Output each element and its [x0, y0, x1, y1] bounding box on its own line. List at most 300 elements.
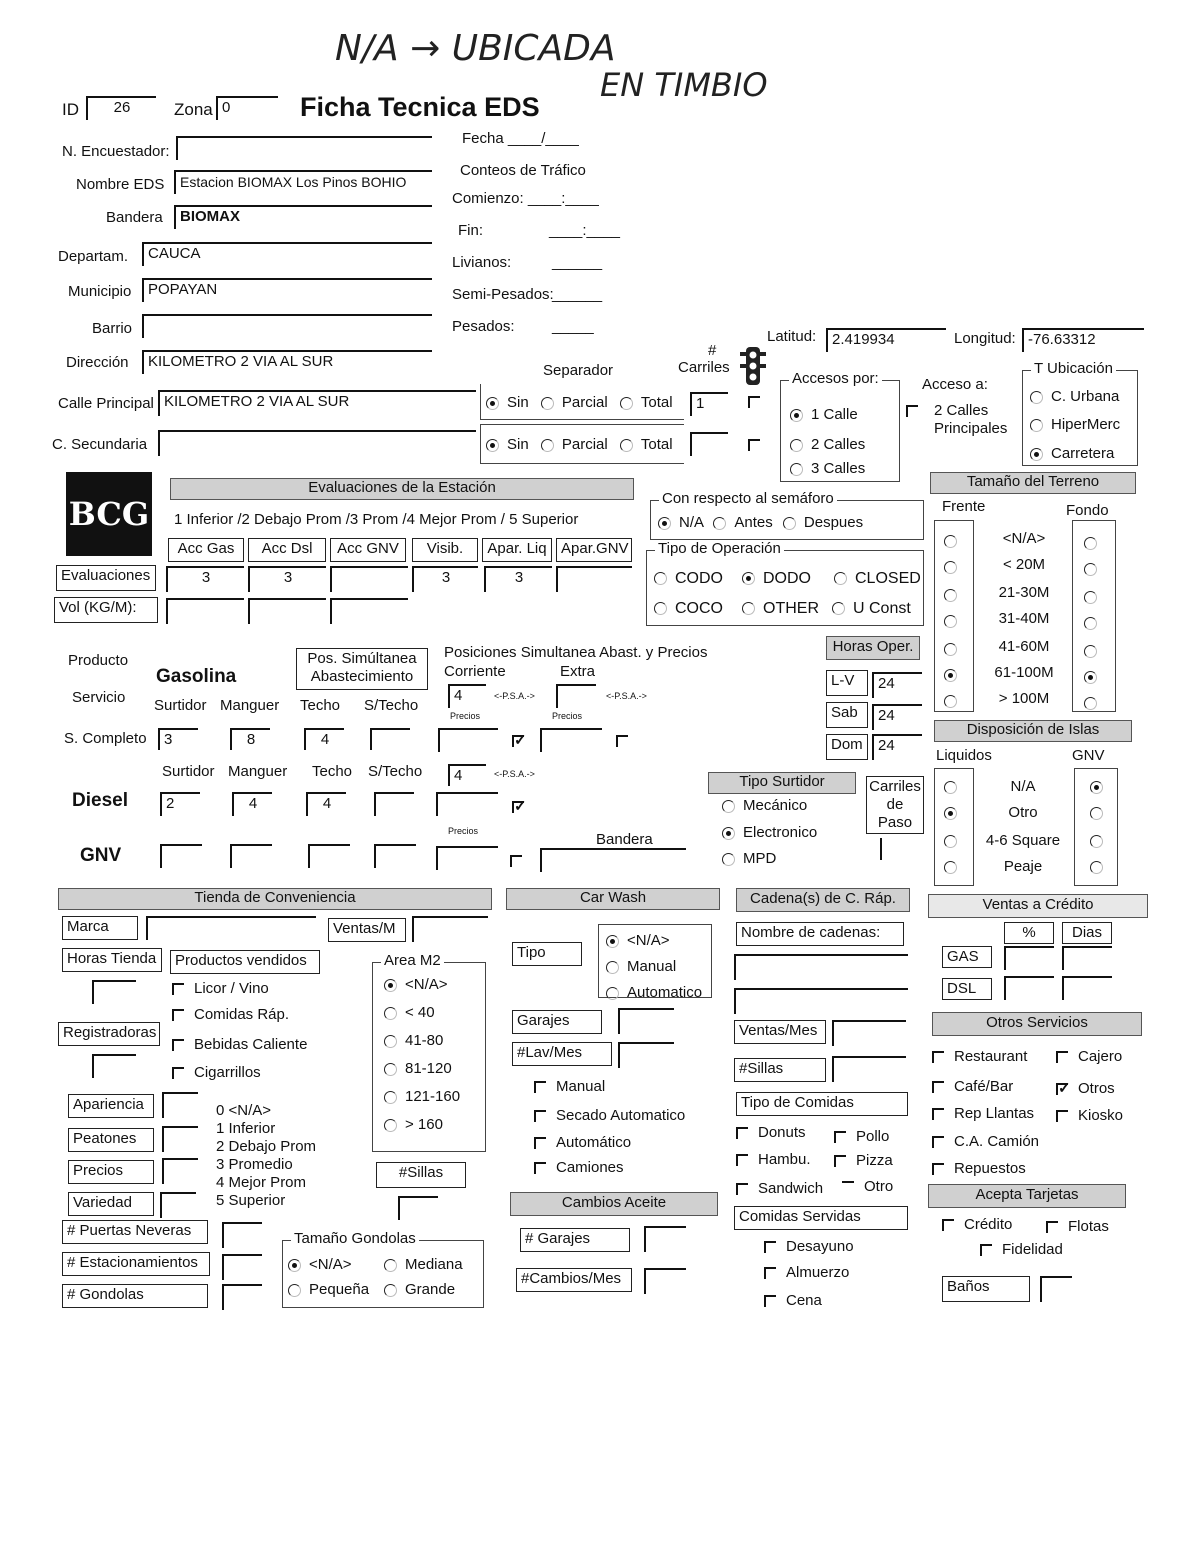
- pesados-blank: _____: [552, 318, 594, 335]
- fondo-radio-1[interactable]: [1084, 560, 1105, 577]
- tienda-bar: Tienda de Conveniencia: [58, 888, 492, 910]
- variedad-field[interactable]: [160, 1192, 196, 1218]
- eval-acc-gas[interactable]: 3: [166, 566, 244, 592]
- sec-parcial-radio[interactable]: Parcial: [541, 436, 608, 453]
- direccion-field[interactable]: KILOMETRO 2 VIA AL SUR: [142, 350, 432, 374]
- dsl-surtidor[interactable]: 2: [160, 792, 200, 816]
- acceso-2-radio[interactable]: 2 Calles: [790, 436, 865, 453]
- comida-hambu-checkbox[interactable]: Hambu.: [736, 1151, 811, 1168]
- op-closed-radio[interactable]: CLOSED: [834, 570, 921, 588]
- zona-label: Zona: [174, 100, 213, 119]
- cadena-sillas-label: #Sillas: [734, 1058, 826, 1082]
- gas-psa-corriente[interactable]: 4: [448, 684, 486, 708]
- marca-label: Marca: [62, 916, 138, 940]
- eval-acc-dsl[interactable]: 3: [248, 566, 326, 592]
- depto-label: Departam.: [58, 248, 129, 265]
- semaforo-group: Con respecto al semáforo: [650, 500, 924, 540]
- municipio-label: Municipio: [68, 283, 132, 300]
- precios-label: Precios: [68, 1160, 154, 1184]
- otro-camion-checkbox[interactable]: C.A. Camión: [932, 1133, 1039, 1150]
- op-other-radio[interactable]: OTHER: [742, 600, 819, 618]
- tamano-na-radio[interactable]: <N/A>: [288, 1256, 352, 1273]
- islas-option-label: 4-6 Square: [985, 832, 1061, 849]
- gondolas-label: # Gondolas: [62, 1284, 208, 1308]
- gas-extra-checkbox[interactable]: [616, 732, 638, 749]
- op-uconst-radio[interactable]: U Const: [832, 600, 911, 618]
- municipio-field[interactable]: POPAYAN: [142, 278, 432, 302]
- barrio-field[interactable]: [142, 314, 432, 338]
- eval-acc-gnv[interactable]: [330, 566, 408, 592]
- id-label: ID: [62, 100, 79, 119]
- apariencia-field[interactable]: [162, 1092, 198, 1118]
- horas-tienda-field[interactable]: [92, 980, 136, 1004]
- islas-liq-radio-0[interactable]: [944, 778, 965, 795]
- comidas-servidas-label: Comidas Servidas: [734, 1206, 908, 1230]
- handwritten-note-line1: N/A → UBICADA: [335, 28, 616, 69]
- semaforo-checkbox-principal[interactable]: [748, 393, 770, 410]
- horas-lv-label: L-V: [826, 670, 868, 696]
- otro-restaurant-checkbox[interactable]: Restaurant: [932, 1048, 1027, 1065]
- otro-kiosko-checkbox[interactable]: Kiosko: [1056, 1107, 1123, 1124]
- sep-total-radio[interactable]: Total: [620, 394, 673, 411]
- fondo-radio-6[interactable]: [1084, 694, 1105, 711]
- gas-corriente-checkbox[interactable]: [512, 732, 534, 749]
- gnv-bandera-field[interactable]: [540, 848, 686, 872]
- pos-sim-box: Pos. Simúltanea Abastecimiento: [296, 648, 428, 690]
- carwash-automatico-radio[interactable]: Automatico: [606, 984, 702, 1001]
- barrio-label: Barrio: [92, 320, 133, 337]
- tarjeta-credito-checkbox[interactable]: Crédito: [942, 1216, 1012, 1233]
- tienda-sillas-label: #Sillas: [376, 1162, 466, 1188]
- evaluaciones-bar: Evaluaciones de la Estación: [170, 478, 634, 500]
- islas-gnv-radio-2[interactable]: [1090, 832, 1111, 849]
- comienzo-label: Comienzo: ____:____: [452, 190, 599, 207]
- stecho-label: S/Techo: [364, 697, 419, 714]
- fondo-radio-0[interactable]: [1084, 534, 1105, 551]
- bandera-field[interactable]: BIOMAX: [174, 205, 432, 229]
- longitud-field[interactable]: -76.63312: [1022, 328, 1144, 352]
- latitud-field[interactable]: 2.419934: [826, 328, 946, 352]
- area-radio-5[interactable]: > 160: [384, 1116, 443, 1133]
- terreno-size-label: 41-60M: [998, 638, 1050, 655]
- posiciones-label: Posiciones Simultanea Abast. y Precios: [444, 644, 708, 661]
- islas-gnv-label: GNV: [1072, 747, 1105, 764]
- lavmes-field[interactable]: [618, 1042, 674, 1068]
- eval-apar-liq[interactable]: 3: [484, 566, 552, 592]
- acceso-a-label: Acceso a:: [922, 376, 988, 393]
- tarjeta-flotas-checkbox[interactable]: Flotas: [1046, 1218, 1109, 1235]
- longitud-label: Longitud:: [954, 330, 1016, 347]
- gas-precio-extra-label: Precios: [552, 711, 583, 721]
- dsl-psa-tag: <-P.S.A.->: [494, 769, 535, 779]
- c-cambios-field[interactable]: [644, 1268, 686, 1294]
- page-title: Ficha Tecnica EDS: [300, 92, 540, 122]
- islas-bar: Disposición de Islas: [934, 720, 1132, 742]
- fin-label: Fin: ____:____: [458, 222, 620, 239]
- gasolina-label: Gasolina: [156, 666, 237, 687]
- gnv-techo[interactable]: [308, 844, 350, 868]
- frente-label: Frente: [942, 498, 986, 515]
- gas-precio-extra[interactable]: [540, 728, 602, 752]
- dsl-manguer[interactable]: 4: [232, 792, 272, 816]
- prod-comidas-checkbox[interactable]: Comidas Ráp.: [172, 1006, 289, 1023]
- dsl-checkbox[interactable]: [512, 798, 534, 815]
- comida-pizza-checkbox[interactable]: Pizza: [834, 1152, 893, 1169]
- sec-total-radio[interactable]: Total: [620, 436, 673, 453]
- techo-label: Techo: [300, 697, 341, 714]
- tarjeta-fidelidad-checkbox[interactable]: Fidelidad: [980, 1241, 1063, 1258]
- servida-desayuno-checkbox[interactable]: Desayuno: [764, 1238, 854, 1255]
- c-garajes-label: # Garajes: [520, 1228, 630, 1252]
- carwash-tipo-label: Tipo: [512, 942, 582, 966]
- otro-repuestos-checkbox[interactable]: Repuestos: [932, 1160, 1026, 1177]
- separador-options-principal: [486, 394, 673, 411]
- prod-licor-checkbox[interactable]: Licor / Vino: [172, 980, 269, 997]
- bcg-logo: BCG: [66, 472, 152, 556]
- otro-llantas-checkbox[interactable]: Rep Llantas: [932, 1105, 1034, 1122]
- prod-bebidas-checkbox[interactable]: Bebidas Caliente: [172, 1036, 307, 1053]
- terreno-size-label: < 20M: [1002, 556, 1046, 573]
- servicio-label: Servicio: [72, 689, 126, 706]
- ventas-m-label: Ventas/M: [328, 918, 406, 942]
- comida-otro-checkbox[interactable]: Otro: [842, 1178, 893, 1195]
- horas-oper-bar: Horas Oper.: [826, 636, 920, 660]
- conteos-label: Conteos de Tráfico: [460, 162, 586, 179]
- tamano-mediana-radio[interactable]: Mediana: [384, 1256, 463, 1273]
- handwritten-note-line2: EN TIMBIO: [600, 66, 768, 104]
- op-coco-radio[interactable]: COCO: [654, 600, 723, 618]
- bandera-label: Bandera: [106, 209, 163, 226]
- otros-bar: Otros Servicios: [932, 1012, 1142, 1036]
- semaforo-despues-radio[interactable]: Despues: [783, 514, 863, 531]
- c-garajes-field[interactable]: [644, 1226, 686, 1252]
- calle-field[interactable]: KILOMETRO 2 VIA AL SUR: [158, 390, 476, 416]
- ubicacion-group: T Ubicación: [1022, 370, 1138, 466]
- scompleto-label: S. Completo: [64, 730, 147, 747]
- area-radio-4[interactable]: 121-160: [384, 1088, 460, 1105]
- credito-dsl-label: DSL: [942, 978, 992, 1000]
- col-acc-dsl: Acc Dsl: [248, 538, 326, 562]
- dsl-stecho-label: S/Techo: [368, 763, 423, 780]
- calles-principales-label: 2 Calles Principales: [934, 402, 1008, 437]
- gnv-precio[interactable]: [436, 846, 498, 870]
- islas-liq-radio-3[interactable]: [944, 858, 965, 875]
- precios-field[interactable]: [162, 1158, 198, 1184]
- area-radio-1[interactable]: < 40: [384, 1004, 435, 1021]
- surtidor-electronico-radio[interactable]: Electronico: [722, 824, 817, 841]
- carriles-field-principal[interactable]: 1: [690, 392, 728, 416]
- horas-lv-field[interactable]: 24: [872, 672, 922, 698]
- zona-field[interactable]: 0: [216, 96, 278, 120]
- peatones-field[interactable]: [162, 1126, 198, 1152]
- eval-visib[interactable]: 3: [412, 566, 478, 592]
- gnv-stecho[interactable]: [374, 844, 416, 868]
- terreno-size-label: 21-30M: [998, 584, 1050, 601]
- sec-sin-radio[interactable]: Sin: [486, 436, 529, 453]
- apariencia-label: Apariencia: [68, 1094, 154, 1118]
- tienda-sillas-field[interactable]: [398, 1196, 438, 1220]
- secundaria-field[interactable]: [158, 430, 476, 456]
- islas-gnv-radio-1[interactable]: [1090, 804, 1111, 821]
- dsl-techo-label: Techo: [312, 763, 353, 780]
- frente-radio-4[interactable]: [944, 640, 965, 657]
- ventas-m-field[interactable]: [412, 916, 488, 942]
- operacion-group: Tipo de Operación: [646, 550, 924, 626]
- banos-label: Baños: [942, 1276, 1030, 1302]
- dsl-surtidor-label: Surtidor: [162, 763, 215, 780]
- gnv-manguer[interactable]: [230, 844, 272, 868]
- col-visib: Visib.: [412, 538, 478, 562]
- traffic-light-icon: [738, 346, 768, 390]
- ubicacion-hipermerc-radio[interactable]: HiperMerc: [1030, 416, 1120, 433]
- ubicacion-urbana-radio[interactable]: C. Urbana: [1030, 388, 1119, 405]
- islas-option-label: Peaje: [1003, 858, 1043, 875]
- cadena-sillas-field[interactable]: [832, 1056, 906, 1082]
- cadena-nombre-field-1[interactable]: [734, 954, 908, 980]
- acceso-3-radio[interactable]: 3 Calles: [790, 460, 865, 477]
- col-apar-liq: Apar. Liq: [482, 538, 552, 562]
- dsl-precio[interactable]: [436, 792, 498, 816]
- corriente-label: Corriente: [444, 663, 506, 680]
- eval-apar-gnv[interactable]: [556, 566, 632, 592]
- carwash-manual-radio[interactable]: Manual: [606, 958, 676, 975]
- frente-radio-6[interactable]: [944, 692, 965, 709]
- otro-cajero-checkbox[interactable]: Cajero: [1056, 1048, 1122, 1065]
- carriles-paso-field[interactable]: [880, 838, 910, 860]
- vol-acc-dsl[interactable]: [248, 598, 326, 624]
- vol-acc-gas[interactable]: [166, 598, 244, 624]
- cadena-ventas-label: Ventas/Mes: [734, 1020, 826, 1044]
- horas-dom-field[interactable]: 24: [872, 734, 922, 760]
- dsl-stecho[interactable]: [374, 792, 414, 816]
- carwash-bar: Car Wash: [506, 888, 720, 910]
- cw-camiones-checkbox[interactable]: Camiones: [534, 1159, 624, 1176]
- depto-field[interactable]: CAUCA: [142, 242, 432, 266]
- islas-option-label: Otro: [1008, 804, 1038, 821]
- garajes-label: Garajes: [512, 1010, 602, 1034]
- banos-field[interactable]: [1040, 1276, 1072, 1302]
- diesel-label: Diesel: [72, 790, 128, 811]
- semaforo-checkbox-secundaria[interactable]: [748, 436, 770, 453]
- islas-option-label: N/A: [1010, 778, 1036, 795]
- credito-dias-label: Dias: [1062, 922, 1112, 944]
- terreno-size-label: > 100M: [998, 690, 1050, 707]
- garajes-field[interactable]: [618, 1008, 674, 1034]
- credito-dsl-dias[interactable]: [1062, 976, 1112, 1000]
- gas-precio-corriente[interactable]: [438, 728, 498, 752]
- frente-radio-3[interactable]: [944, 612, 965, 629]
- servida-almuerzo-checkbox[interactable]: Almuerzo: [764, 1264, 849, 1281]
- c-cambios-label: #Cambios/Mes: [516, 1268, 632, 1292]
- gnv-checkbox[interactable]: [510, 852, 532, 869]
- comida-pollo-checkbox[interactable]: Pollo: [834, 1128, 889, 1145]
- frente-radio-5[interactable]: [944, 666, 965, 683]
- latitud-label: Latitud:: [767, 328, 817, 345]
- horas-sab-label: Sab: [826, 702, 868, 728]
- credito-dsl-pct[interactable]: [1004, 976, 1054, 1000]
- semipesados-label: Semi-Pesados:: [452, 286, 554, 303]
- nombre-label: Nombre EDS: [76, 176, 165, 193]
- sep-sin-radio[interactable]: Sin: [486, 394, 529, 411]
- direccion-label: Dirección: [66, 354, 129, 371]
- cadena-nombre-label: Nombre de cadenas:: [736, 922, 904, 946]
- dsl-techo[interactable]: 4: [306, 792, 346, 816]
- carriles-paso-box: Carriles de Paso: [866, 776, 924, 834]
- fondo-radio-2[interactable]: [1084, 588, 1105, 605]
- tienda-scale: 0 <N/A> 1 Inferior 2 Debajo Prom 3 Promedio 4 Mejor Prom 5 Superior: [216, 1102, 317, 1209]
- manguer-label: Manguer: [220, 697, 280, 714]
- gnv-precio-label: Precios: [448, 826, 479, 836]
- credito-gas-label: GAS: [942, 946, 992, 968]
- encuestador-field[interactable]: [176, 136, 432, 160]
- tamano-group: Tamaño Gondolas: [282, 1240, 484, 1308]
- fondo-radio-3[interactable]: [1084, 614, 1105, 631]
- producto-label: Producto: [68, 652, 129, 669]
- calles-principales-checkbox[interactable]: [906, 402, 928, 419]
- id-field[interactable]: 26: [86, 96, 156, 120]
- tamano-pequena-radio[interactable]: Pequeña: [288, 1281, 369, 1298]
- sep-parcial-radio[interactable]: Parcial: [541, 394, 608, 411]
- islas-liq-radio-2[interactable]: [944, 832, 965, 849]
- surtidor-label: Surtidor: [154, 697, 207, 714]
- tarjetas-bar: Acepta Tarjetas: [928, 1184, 1126, 1208]
- acceso-1-radio[interactable]: 1 Calle: [790, 406, 858, 423]
- gas-psa-corriente-tag: <-P.S.A.->: [494, 691, 535, 701]
- encuestador-label: N. Encuestador:: [62, 143, 170, 160]
- gnv-bandera-label: Bandera: [596, 831, 653, 848]
- semaforo-options: [658, 514, 863, 531]
- credito-pct-label: %: [1004, 922, 1054, 944]
- terreno-size-label: 61-100M: [994, 664, 1054, 681]
- puertas-label: # Puertas Neveras: [62, 1220, 208, 1244]
- nombre-field[interactable]: Estacion BIOMAX Los Pinos BOHIO: [174, 170, 432, 194]
- vol-acc-gnv[interactable]: [330, 598, 408, 624]
- extra-label: Extra: [560, 663, 596, 680]
- surtidor-mecanico-radio[interactable]: Mecánico: [722, 797, 807, 814]
- islas-gnv-radio-3[interactable]: [1090, 858, 1111, 875]
- estacionamientos-label: # Estacionamientos: [62, 1252, 210, 1276]
- evaluaciones-label: Evaluaciones: [56, 565, 156, 591]
- otro-otros-checkbox[interactable]: ✓ Otros: [1056, 1080, 1115, 1097]
- fondo-radio-5[interactable]: [1084, 668, 1105, 685]
- semaforo-antes-radio[interactable]: Antes: [713, 514, 772, 531]
- ubicacion-carretera-radio[interactable]: Carretera: [1030, 445, 1114, 462]
- gnv-surtidor[interactable]: [160, 844, 202, 868]
- otro-cafebar-checkbox[interactable]: Café/Bar: [932, 1078, 1013, 1095]
- islas-liq-radio-1[interactable]: [944, 804, 965, 821]
- separador-label: Separador: [543, 362, 614, 379]
- secundaria-label: C. Secundaria: [52, 436, 148, 453]
- col-acc-gnv: Acc GNV: [330, 538, 406, 562]
- cambios-aceite-bar: Cambios Aceite: [510, 1192, 718, 1216]
- vol-label: Vol (KG/M):: [54, 597, 158, 623]
- puertas-field[interactable]: [222, 1222, 262, 1248]
- livianos-label: Livianos:: [452, 254, 512, 271]
- carwash-na-radio[interactable]: <N/A>: [606, 932, 670, 949]
- dsl-manguer-label: Manguer: [228, 763, 288, 780]
- comida-donuts-checkbox[interactable]: Donuts: [736, 1124, 806, 1141]
- registradoras-field[interactable]: [92, 1054, 136, 1078]
- surtidor-bar: Tipo Surtidor: [708, 772, 856, 794]
- lavmes-label: #Lav/Mes: [512, 1042, 612, 1066]
- gas-psa-extra-tag: <-P.S.A.->: [606, 691, 647, 701]
- area-radio-0[interactable]: <N/A>: [384, 976, 448, 993]
- tamano-grande-radio[interactable]: Grande: [384, 1281, 455, 1298]
- gas-precio-corriente-label: Precios: [450, 711, 481, 721]
- islas-gnv-radio-0[interactable]: [1090, 778, 1111, 795]
- fondo-label: Fondo: [1066, 502, 1109, 519]
- carriles-field-secundaria[interactable]: [690, 432, 728, 456]
- op-codo-radio[interactable]: CODO: [654, 570, 723, 588]
- semipesados-blank: ______: [552, 286, 603, 303]
- prod-cigarrillos-checkbox[interactable]: Cigarrillos: [172, 1064, 261, 1081]
- area-radio-2[interactable]: 41-80: [384, 1032, 443, 1049]
- estacionamientos-field[interactable]: [222, 1254, 262, 1280]
- carriles-label: # Carriles: [678, 342, 730, 376]
- surtidor-mpd-radio[interactable]: MPD: [722, 850, 776, 867]
- frente-radio-2[interactable]: [944, 586, 965, 603]
- registradoras-label: Registradoras: [58, 1022, 160, 1046]
- cadena-bar: Cadena(s) de C. Ráp.: [736, 888, 910, 912]
- peatones-label: Peatones: [68, 1128, 154, 1152]
- gondolas-field[interactable]: [222, 1284, 262, 1310]
- credito-gas-dias[interactable]: [1062, 946, 1112, 970]
- comida-sandwich-checkbox[interactable]: Sandwich: [736, 1180, 823, 1197]
- cw-secado-checkbox[interactable]: Secado Automatico: [534, 1107, 685, 1124]
- gas-manguer[interactable]: 8: [230, 728, 270, 750]
- horas-sab-field[interactable]: 24: [872, 704, 922, 730]
- gas-techo[interactable]: 4: [304, 728, 344, 750]
- fondo-radio-4[interactable]: [1084, 642, 1105, 659]
- fecha-label: Fecha ____/____: [462, 130, 579, 147]
- variedad-label: Variedad: [68, 1192, 154, 1216]
- horas-dom-label: Dom: [826, 734, 868, 760]
- col-apar-gnv: Apar.GNV: [556, 538, 632, 562]
- pesados-label: Pesados:: [452, 318, 515, 335]
- calle-label: Calle Principal: [58, 395, 154, 412]
- frente-radio-1[interactable]: [944, 558, 965, 575]
- accesos-group: Accesos por:: [780, 380, 900, 482]
- separador-options-secundaria: [486, 436, 673, 453]
- col-acc-gas: Acc Gas: [168, 538, 244, 562]
- credito-gas-pct[interactable]: [1004, 946, 1054, 970]
- frente-radio-0[interactable]: [944, 532, 965, 549]
- gas-stecho[interactable]: [370, 728, 410, 750]
- productos-label: Productos vendidos: [170, 950, 320, 974]
- islas-liquidos-label: Liquidos: [936, 747, 992, 764]
- credito-bar: Ventas a Crédito: [928, 894, 1148, 918]
- semaforo-na-radio[interactable]: N/A: [658, 514, 703, 531]
- cw-automatico-checkbox[interactable]: Automático: [534, 1134, 631, 1151]
- gas-psa-extra[interactable]: [556, 684, 596, 708]
- livianos-blank: ______: [552, 254, 603, 271]
- dsl-psa[interactable]: 4: [448, 764, 486, 786]
- tipo-comidas-label: Tipo de Comidas: [736, 1092, 908, 1116]
- terreno-size-label: 31-40M: [998, 610, 1050, 627]
- gas-surtidor[interactable]: 3: [158, 728, 198, 750]
- gnv-label: GNV: [80, 845, 122, 866]
- servida-cena-checkbox[interactable]: Cena: [764, 1292, 822, 1309]
- cadena-nombre-field-2[interactable]: [734, 988, 908, 1014]
- terreno-size-label: <N/A>: [1002, 530, 1046, 547]
- op-dodo-radio[interactable]: DODO: [742, 570, 811, 588]
- cw-manual-checkbox[interactable]: Manual: [534, 1078, 605, 1095]
- horas-tienda-label: Horas Tienda: [62, 948, 162, 972]
- marca-field[interactable]: [146, 916, 316, 940]
- area-radio-3[interactable]: 81-120: [384, 1060, 452, 1077]
- cadena-ventas-field[interactable]: [832, 1020, 906, 1046]
- evaluaciones-scale: 1 Inferior /2 Debajo Prom /3 Prom /4 Mejor Prom / 5 Superior: [174, 511, 579, 528]
